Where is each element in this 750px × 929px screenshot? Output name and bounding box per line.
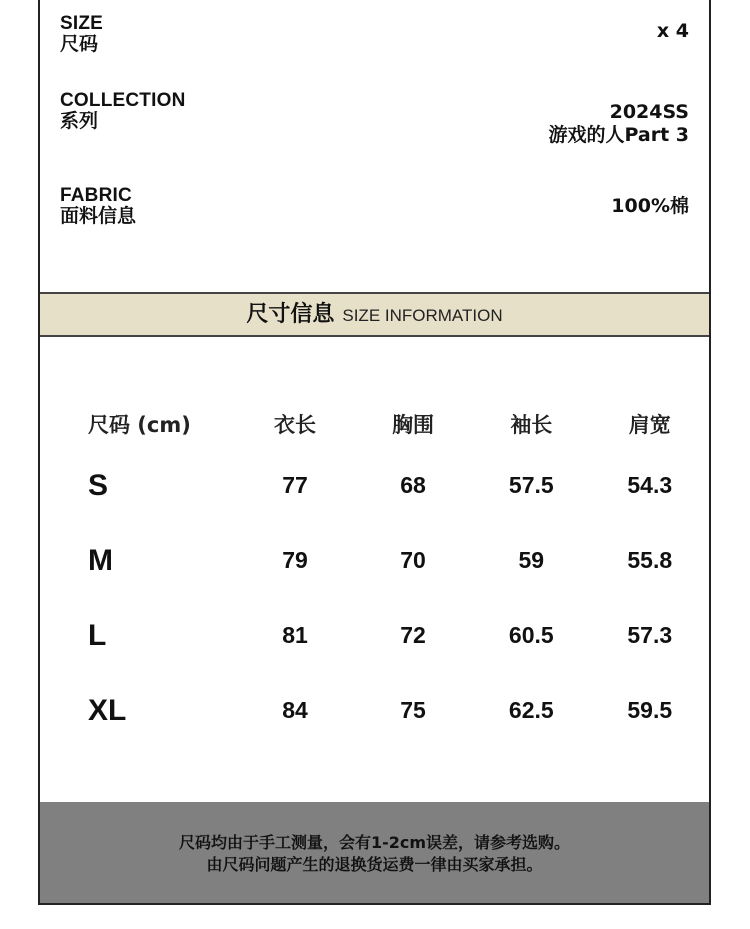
cell-chest: 70 — [400, 547, 426, 573]
fabric-label-en: FABRIC — [60, 185, 132, 206]
cell-chest: 72 — [400, 622, 426, 648]
cell-sleeve: 60.5 — [508, 622, 554, 648]
cell-shoulder: 57.3 — [627, 622, 673, 648]
table-row — [88, 598, 709, 673]
table-row — [88, 523, 709, 598]
cell-chest: 75 — [400, 697, 426, 723]
cell-shoulder: 59.5 — [627, 697, 673, 723]
cell-sleeve: 62.5 — [508, 697, 554, 723]
header-shoulder: 肩宽 — [628, 413, 671, 437]
size-table — [88, 400, 709, 748]
row-size: L — [88, 618, 107, 652]
cell-shoulder: 55.8 — [627, 547, 673, 573]
header-sleeve: 袖长 — [510, 413, 553, 437]
collection-value — [548, 101, 689, 147]
size-info-row — [60, 14, 689, 55]
collection-info-row — [60, 90, 689, 146]
fabric-info-row — [60, 186, 689, 227]
row-size: XL — [88, 693, 127, 727]
size-label-en: SIZE — [60, 13, 104, 34]
cell-chest: 68 — [400, 472, 426, 498]
section-title-en: SIZE INFORMATION — [342, 306, 503, 325]
collection-value-line2: 游戏的人Part 3 — [548, 124, 689, 146]
cell-shoulder: 54.3 — [627, 472, 673, 498]
header-chest: 胸围 — [392, 413, 435, 437]
cell-length: 84 — [282, 697, 308, 723]
fabric-label-zh: 面料信息 — [60, 205, 137, 227]
table-row — [88, 673, 709, 748]
cell-length: 79 — [282, 547, 308, 573]
cell-sleeve: 57.5 — [508, 472, 554, 498]
section-title-zh: 尺寸信息 — [246, 302, 335, 327]
collection-label-zh: 系列 — [60, 110, 99, 132]
collection-label-en: COLLECTION — [60, 90, 186, 111]
cell-sleeve: 59 — [518, 547, 545, 573]
collection-value-line1: 2024SS — [609, 101, 689, 123]
size-label-zh: 尺码 — [60, 33, 99, 55]
header-size-cm: 尺码 (cm) — [88, 413, 191, 437]
note-line-1: 尺码均由于手工测量，会有1-2cm误差，请参考选购。 — [178, 833, 571, 852]
cell-length: 81 — [282, 622, 308, 648]
header-length: 衣长 — [274, 413, 317, 437]
row-size: S — [88, 468, 109, 502]
cell-length: 77 — [282, 472, 308, 498]
table-row — [88, 448, 709, 523]
product-info-card — [38, 0, 711, 905]
measurement-note — [40, 802, 709, 903]
fabric-value: 100%棉 — [611, 195, 689, 217]
size-table-header — [88, 400, 709, 448]
note-line-2: 由尺码问题产生的退换货运费一律由买家承担。 — [206, 855, 543, 874]
size-value: x 4 — [656, 20, 689, 42]
row-size: M — [88, 543, 113, 577]
size-information-header — [40, 292, 709, 337]
